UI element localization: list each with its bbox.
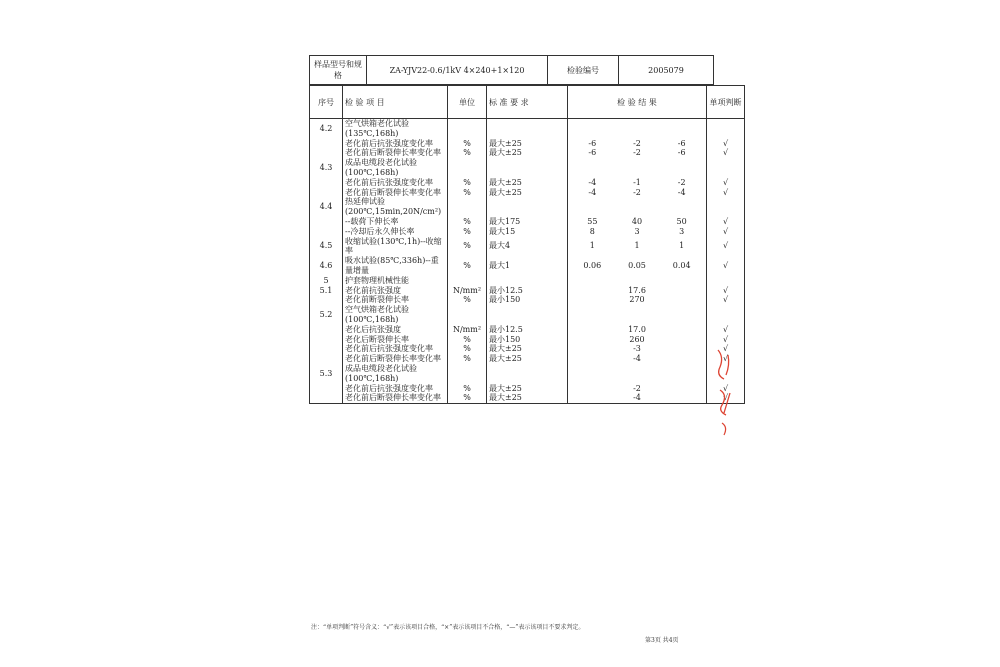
row-number: 4.2 bbox=[310, 119, 343, 139]
page-number: 第3页 共4页 bbox=[645, 637, 679, 644]
judgement: √ bbox=[707, 188, 745, 198]
result-value: 50 bbox=[676, 216, 687, 226]
report-no-value: 2005079 bbox=[619, 56, 714, 85]
result-value: 1 bbox=[589, 241, 595, 251]
result-value: 17.0 bbox=[628, 324, 646, 334]
table-row bbox=[310, 344, 745, 354]
test-item: 成品电缆段老化试验(100℃,168h) bbox=[343, 158, 448, 178]
table-row bbox=[310, 335, 745, 345]
table-row bbox=[310, 295, 745, 305]
result-value: 40 bbox=[631, 216, 643, 226]
table-row bbox=[310, 188, 745, 198]
unit: % bbox=[448, 344, 487, 354]
judgement: √ bbox=[707, 393, 745, 403]
row-number bbox=[310, 344, 343, 354]
standard-requirement: 最小12.5 bbox=[487, 325, 568, 335]
test-item: --载荷下伸长率 bbox=[343, 217, 448, 227]
judgement: √ bbox=[707, 354, 745, 364]
result-value: 3 bbox=[634, 226, 640, 236]
test-item: 老化前断裂伸长率 bbox=[343, 295, 448, 305]
standard-requirement: 最大1 bbox=[487, 256, 568, 276]
judgement bbox=[707, 197, 745, 217]
result-value: 260 bbox=[629, 334, 645, 344]
unit bbox=[448, 276, 487, 286]
test-item: 老化前后断裂伸长率变化率 bbox=[343, 148, 448, 158]
row-number bbox=[310, 354, 343, 364]
judgement: √ bbox=[707, 286, 745, 296]
row-number bbox=[310, 384, 343, 394]
row-number bbox=[310, 217, 343, 227]
test-item: 空气烘箱老化试验(135℃,168h) bbox=[343, 119, 448, 139]
test-results bbox=[568, 384, 707, 394]
judgement bbox=[707, 158, 745, 178]
unit: % bbox=[448, 335, 487, 345]
test-item: 护套物理机械性能 bbox=[343, 276, 448, 286]
judgement: √ bbox=[707, 295, 745, 305]
standard-requirement bbox=[487, 158, 568, 178]
table-row bbox=[310, 119, 745, 139]
result-value: -6 bbox=[677, 138, 686, 148]
test-item: 老化后断裂伸长率 bbox=[343, 335, 448, 345]
test-results bbox=[568, 256, 707, 276]
table-header-row bbox=[310, 86, 745, 119]
table-row bbox=[310, 256, 745, 276]
row-number: 5.1 bbox=[310, 286, 343, 296]
result-value: -6 bbox=[588, 148, 597, 158]
standard-requirement: 最小150 bbox=[487, 295, 568, 305]
result-value: -3 bbox=[633, 344, 641, 354]
test-item: 吸水试验(85℃,336h)--重量增量 bbox=[343, 256, 448, 276]
table-row bbox=[310, 276, 745, 286]
standard-requirement bbox=[487, 119, 568, 139]
test-item: --冷却后永久伸长率 bbox=[343, 227, 448, 237]
result-value: 0.05 bbox=[628, 261, 646, 271]
unit: % bbox=[448, 384, 487, 394]
table-row bbox=[310, 384, 745, 394]
test-item: 热延伸试验(200℃,15min,20N/cm²) bbox=[343, 197, 448, 217]
test-results bbox=[568, 325, 707, 335]
unit: N/mm² bbox=[448, 325, 487, 335]
table-row bbox=[310, 325, 745, 335]
table-row bbox=[310, 197, 745, 217]
standard-requirement: 最大±25 bbox=[487, 384, 568, 394]
standard-requirement: 最大±25 bbox=[487, 344, 568, 354]
standard-requirement: 最大4 bbox=[487, 237, 568, 257]
test-item: 老化前后抗张强度变化率 bbox=[343, 178, 448, 188]
test-results bbox=[568, 295, 707, 305]
unit bbox=[448, 197, 487, 217]
table-row bbox=[310, 217, 745, 227]
result-value: 3 bbox=[679, 226, 685, 236]
test-item: 老化前后断裂伸长率变化率 bbox=[343, 393, 448, 403]
table-row bbox=[310, 158, 745, 178]
row-number: 4.3 bbox=[310, 158, 343, 178]
test-item: 老化前后断裂伸长率变化率 bbox=[343, 354, 448, 364]
sample-header-table bbox=[309, 55, 714, 85]
unit: % bbox=[448, 354, 487, 364]
result-value: 270 bbox=[629, 295, 645, 305]
table-row bbox=[310, 354, 745, 364]
col-judgement-header: 单项判断 bbox=[707, 86, 745, 119]
row-number: 5.3 bbox=[310, 364, 343, 384]
table-row bbox=[310, 139, 745, 149]
test-results bbox=[568, 393, 707, 403]
row-number bbox=[310, 227, 343, 237]
standard-requirement: 最大15 bbox=[487, 227, 568, 237]
result-value: -6 bbox=[588, 138, 597, 148]
table-row bbox=[310, 227, 745, 237]
standard-requirement: 最大±25 bbox=[487, 178, 568, 188]
result-value: 1 bbox=[634, 241, 640, 251]
test-item: 空气烘箱老化试验(100℃,168h) bbox=[343, 305, 448, 325]
inspection-table bbox=[309, 85, 745, 404]
test-results bbox=[568, 237, 707, 257]
col-no-header: 序号 bbox=[310, 86, 343, 119]
standard-requirement: 最小150 bbox=[487, 335, 568, 345]
test-item: 老化前后断裂伸长率变化率 bbox=[343, 188, 448, 198]
judgement bbox=[707, 305, 745, 325]
test-results bbox=[568, 139, 707, 149]
row-number bbox=[310, 188, 343, 198]
unit: % bbox=[448, 217, 487, 227]
col-item-header: 检 验 项 目 bbox=[343, 86, 448, 119]
result-value: 17.6 bbox=[628, 285, 646, 295]
judgement: √ bbox=[707, 178, 745, 188]
test-item: 老化前后抗张强度变化率 bbox=[343, 384, 448, 394]
result-value: -2 bbox=[633, 138, 641, 148]
unit: % bbox=[448, 188, 487, 198]
standard-requirement: 最大±25 bbox=[487, 393, 568, 403]
judgement bbox=[707, 276, 745, 286]
unit: N/mm² bbox=[448, 286, 487, 296]
judgement: √ bbox=[707, 139, 745, 149]
standard-requirement bbox=[487, 197, 568, 217]
unit bbox=[448, 305, 487, 325]
judgement: √ bbox=[707, 217, 745, 227]
result-value: 0.06 bbox=[583, 261, 602, 271]
row-number: 4.6 bbox=[310, 256, 343, 276]
standard-requirement: 最大±25 bbox=[487, 148, 568, 158]
result-value: -2 bbox=[633, 187, 641, 197]
test-results bbox=[568, 217, 707, 227]
judgement: √ bbox=[707, 325, 745, 335]
judgement: √ bbox=[707, 344, 745, 354]
test-results bbox=[568, 286, 707, 296]
table-row bbox=[310, 393, 745, 403]
row-number: 5 bbox=[310, 276, 343, 286]
test-results bbox=[568, 354, 707, 364]
unit: % bbox=[448, 256, 487, 276]
result-value: -2 bbox=[633, 148, 641, 158]
unit: % bbox=[448, 393, 487, 403]
result-value: 1 bbox=[679, 241, 685, 251]
report-no-label: 检验编号 bbox=[548, 56, 619, 85]
row-number: 4.5 bbox=[310, 237, 343, 257]
result-value: -4 bbox=[677, 187, 686, 197]
unit: % bbox=[448, 148, 487, 158]
result-value: 0.04 bbox=[672, 261, 691, 271]
judgement: √ bbox=[707, 227, 745, 237]
test-results bbox=[568, 305, 707, 325]
standard-requirement bbox=[487, 276, 568, 286]
row-number bbox=[310, 325, 343, 335]
table-row bbox=[310, 364, 745, 384]
result-value: -4 bbox=[633, 393, 641, 403]
table-row bbox=[310, 305, 745, 325]
test-item: 老化前后抗张强度变化率 bbox=[343, 139, 448, 149]
test-results bbox=[568, 148, 707, 158]
test-results bbox=[568, 158, 707, 178]
standard-requirement bbox=[487, 364, 568, 384]
row-number: 4.4 bbox=[310, 197, 343, 217]
test-results bbox=[568, 276, 707, 286]
result-value: 8 bbox=[589, 226, 595, 236]
unit bbox=[448, 119, 487, 139]
col-standard-header: 标 准 要 求 bbox=[487, 86, 568, 119]
col-unit-header: 单位 bbox=[448, 86, 487, 119]
unit: % bbox=[448, 237, 487, 257]
standard-requirement: 最大175 bbox=[487, 217, 568, 227]
table-row bbox=[310, 148, 745, 158]
row-number bbox=[310, 148, 343, 158]
test-item: 老化后抗张强度 bbox=[343, 325, 448, 335]
result-value: -1 bbox=[633, 177, 641, 187]
col-result-header: 检 验 结 果 bbox=[568, 86, 707, 119]
row-number bbox=[310, 393, 343, 403]
table-row bbox=[310, 286, 745, 296]
test-item: 收缩试验(130℃,1h)--收缩率 bbox=[343, 237, 448, 257]
unit: % bbox=[448, 139, 487, 149]
standard-requirement: 最大±25 bbox=[487, 354, 568, 364]
result-value: -4 bbox=[588, 177, 597, 187]
test-results bbox=[568, 227, 707, 237]
unit: % bbox=[448, 295, 487, 305]
row-number bbox=[310, 178, 343, 188]
result-value: -2 bbox=[677, 177, 686, 187]
standard-requirement: 最大±25 bbox=[487, 188, 568, 198]
test-results bbox=[568, 364, 707, 384]
unit bbox=[448, 364, 487, 384]
test-item: 老化前后抗张强度变化率 bbox=[343, 344, 448, 354]
unit bbox=[448, 158, 487, 178]
row-number bbox=[310, 335, 343, 345]
judgement: √ bbox=[707, 335, 745, 345]
model-value: ZA-YJV22-0.6/1kV 4×240+1×120 bbox=[367, 56, 548, 85]
test-results bbox=[568, 188, 707, 198]
table-row bbox=[310, 178, 745, 188]
unit: % bbox=[448, 227, 487, 237]
standard-requirement: 最大±25 bbox=[487, 139, 568, 149]
footnote: 注：“单项判断”符号含义：“√”表示该项目合格，“×”表示该项目不合格，“—”表示该项目不要求判定。 bbox=[311, 624, 585, 631]
judgement: √ bbox=[707, 256, 745, 276]
row-number bbox=[310, 139, 343, 149]
row-number bbox=[310, 295, 343, 305]
test-results bbox=[568, 197, 707, 217]
test-item: 老化前抗张强度 bbox=[343, 286, 448, 296]
result-value: -4 bbox=[588, 187, 597, 197]
table-row bbox=[310, 237, 745, 257]
judgement bbox=[707, 119, 745, 139]
test-results bbox=[568, 344, 707, 354]
result-value: -4 bbox=[633, 354, 641, 364]
result-value: -6 bbox=[677, 148, 686, 158]
result-value: 55 bbox=[587, 216, 598, 226]
judgement: √ bbox=[707, 237, 745, 257]
model-label: 样品型号和规格 bbox=[310, 56, 367, 85]
test-item: 成品电缆段老化试验(100℃,168h) bbox=[343, 364, 448, 384]
judgement: √ bbox=[707, 148, 745, 158]
test-results bbox=[568, 178, 707, 188]
unit: % bbox=[448, 178, 487, 188]
row-number: 5.2 bbox=[310, 305, 343, 325]
test-results bbox=[568, 119, 707, 139]
standard-requirement: 最小12.5 bbox=[487, 286, 568, 296]
judgement: √ bbox=[707, 384, 745, 394]
standard-requirement bbox=[487, 305, 568, 325]
red-signature-mark bbox=[710, 345, 740, 440]
result-value: -2 bbox=[633, 383, 641, 393]
test-results bbox=[568, 335, 707, 345]
